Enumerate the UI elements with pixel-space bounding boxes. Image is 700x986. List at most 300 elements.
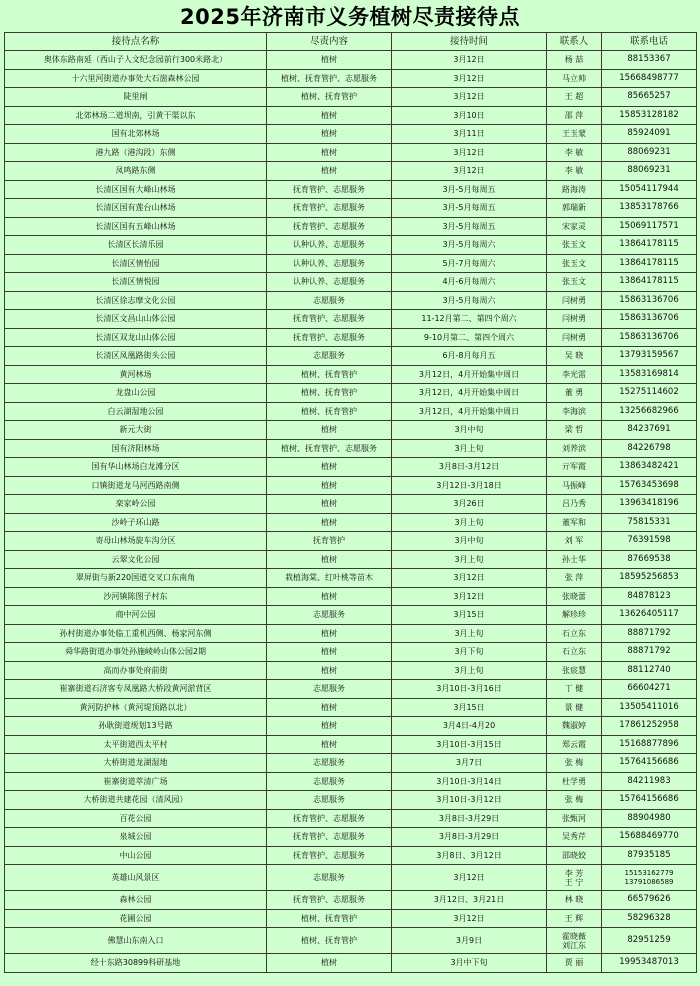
cell-phone: 15153162779 13791086589 (602, 865, 697, 891)
table-row (5, 809, 697, 828)
cell-contact: 王玉蒙 (547, 125, 602, 144)
cell-site: 泉城公园 (5, 828, 267, 847)
cell-phone: 15275114602 (602, 384, 697, 403)
cell-site: 长清区国有五峰山林场 (5, 217, 267, 236)
cell-time: 3月9日 (392, 928, 547, 954)
cell-phone: 84226798 (602, 439, 697, 458)
cell-site: 长清区情怡园 (5, 254, 267, 273)
cell-contact: 宋家灵 (547, 217, 602, 236)
cell-site: 经十东路30899科研基地 (5, 954, 267, 973)
cell-time: 3月-5月每周六 (392, 291, 547, 310)
cell-phone: 15853128182 (602, 106, 697, 125)
cell-time: 3月上旬 (392, 513, 547, 532)
table-row (5, 217, 697, 236)
table-row (5, 88, 697, 107)
table-row (5, 791, 697, 810)
cell-phone: 87669538 (602, 550, 697, 569)
table-row (5, 421, 697, 440)
cell-site: 栾家岭公园 (5, 495, 267, 514)
cell-content: 抚育管护、志愿服务 (267, 891, 392, 910)
cell-phone: 66579626 (602, 891, 697, 910)
header-content: 尽责内容 (267, 33, 392, 51)
table-row (5, 69, 697, 88)
table-row (5, 661, 697, 680)
cell-phone: 15863136706 (602, 328, 697, 347)
cell-phone: 13864178115 (602, 254, 697, 273)
cell-time: 3月中下旬 (392, 954, 547, 973)
cell-time: 3月8日-3月29日 (392, 828, 547, 847)
cell-contact: 石立东 (547, 643, 602, 662)
cell-site: 大桥街道共建花园（清风园） (5, 791, 267, 810)
cell-contact: 张 梅 (547, 754, 602, 773)
cell-contact: 刘养滨 (547, 439, 602, 458)
cell-site: 新元大街 (5, 421, 267, 440)
cell-content: 认种认养、志愿服务 (267, 254, 392, 273)
table-row (5, 606, 697, 625)
table-row (5, 624, 697, 643)
cell-content: 抚育管护、志愿服务 (267, 828, 392, 847)
cell-content: 志愿服务 (267, 291, 392, 310)
cell-phone: 13864178115 (602, 236, 697, 255)
cell-site: 长清区双龙山山体公园 (5, 328, 267, 347)
table-row (5, 569, 697, 588)
cell-contact: 李 芳 王 宁 (547, 865, 602, 891)
cell-time: 4月-6月每周六 (392, 273, 547, 292)
table-row (5, 754, 697, 773)
table-row (5, 310, 697, 329)
cell-site: 孙村街道办事处临工重机西侧、杨家河东侧 (5, 624, 267, 643)
cell-site: 黄河防护林（黄河堤顶路以北） (5, 698, 267, 717)
cell-phone: 75815331 (602, 513, 697, 532)
cell-content: 认种认养、志愿服务 (267, 236, 392, 255)
cell-phone: 15054117944 (602, 180, 697, 199)
cell-time: 5月-7月每周六 (392, 254, 547, 273)
cell-site: 崔寨街道萃清广场 (5, 772, 267, 791)
cell-content: 植树 (267, 476, 392, 495)
cell-contact: 王 辉 (547, 909, 602, 928)
table-row (5, 143, 697, 162)
cell-content: 植树 (267, 587, 392, 606)
cell-site: 凤鸣路东侧 (5, 162, 267, 181)
cell-time: 3月10日-3月14日 (392, 772, 547, 791)
cell-contact: 董军和 (547, 513, 602, 532)
cell-content: 植树、抚育管护 (267, 928, 392, 954)
cell-time: 3月上旬 (392, 661, 547, 680)
cell-content: 植树 (267, 162, 392, 181)
table-row (5, 643, 697, 662)
cell-phone: 85924091 (602, 125, 697, 144)
cell-content: 抚育管护 (267, 532, 392, 551)
cell-time: 3月-5月每周五 (392, 217, 547, 236)
cell-content: 植树、抚育管护 (267, 384, 392, 403)
cell-content: 抚育管护、志愿服务 (267, 310, 392, 329)
table-row (5, 735, 697, 754)
table-body (5, 51, 697, 973)
cell-contact: 吴 晓 (547, 347, 602, 366)
cell-phone: 13864178115 (602, 273, 697, 292)
cell-content: 志愿服务 (267, 347, 392, 366)
page-title: 2025年济南市义务植树尽责接待点 (180, 5, 520, 29)
cell-site: 太平街道西太平村 (5, 735, 267, 754)
cell-contact: 吕乃秀 (547, 495, 602, 514)
cell-site: 口镇街道龙马河西路南侧 (5, 476, 267, 495)
cell-site: 花圃公园 (5, 909, 267, 928)
cell-contact: 王 超 (547, 88, 602, 107)
cell-phone: 15688469770 (602, 828, 697, 847)
cell-contact: 解珍珍 (547, 606, 602, 625)
cell-time: 3月12日、3月21日 (392, 891, 547, 910)
cell-time: 3月12日 (392, 587, 547, 606)
cell-time: 3月4日-4月20 (392, 717, 547, 736)
cell-content: 植树 (267, 143, 392, 162)
table-row (5, 273, 697, 292)
cell-site: 长清区文昌山山体公园 (5, 310, 267, 329)
cell-contact: 吴秀芹 (547, 828, 602, 847)
table-row (5, 891, 697, 910)
cell-phone: 18595256853 (602, 569, 697, 588)
cell-contact: 闫树勇 (547, 328, 602, 347)
table-row (5, 954, 697, 973)
header-site: 接待点名称 (5, 33, 267, 51)
cell-time: 3月10日-3月15日 (392, 735, 547, 754)
cell-phone: 13626405117 (602, 606, 697, 625)
table-row (5, 180, 697, 199)
cell-time: 3月15日 (392, 606, 547, 625)
cell-time: 3月-5月每周六 (392, 236, 547, 255)
cell-contact: 景 健 (547, 698, 602, 717)
cell-contact: 李海滨 (547, 402, 602, 421)
cell-content: 志愿服务 (267, 754, 392, 773)
cell-time: 3月10日 (392, 106, 547, 125)
cell-phone: 15764156686 (602, 754, 697, 773)
cell-time: 3月15日 (392, 698, 547, 717)
cell-contact: 邵 萍 (547, 106, 602, 125)
table-row (5, 328, 697, 347)
cell-site: 白云湖湿地公园 (5, 402, 267, 421)
cell-time: 3月12日 (392, 69, 547, 88)
cell-content: 栽植海棠、红叶桃等苗木 (267, 569, 392, 588)
table-row (5, 587, 697, 606)
cell-phone: 13963418196 (602, 495, 697, 514)
cell-contact: 亓军霞 (547, 458, 602, 477)
table-row (5, 254, 697, 273)
table-row (5, 865, 697, 891)
cell-site: 高而办事处府前街 (5, 661, 267, 680)
cell-site: 北郊林场二道坝南，引黄干渠以东 (5, 106, 267, 125)
cell-time: 3月10日-3月16日 (392, 680, 547, 699)
cell-content: 植树 (267, 954, 392, 973)
cell-content: 志愿服务 (267, 606, 392, 625)
cell-content: 植树、抚育管护、志愿服务 (267, 439, 392, 458)
header-contact: 联系人 (547, 33, 602, 51)
cell-contact: 杨 喆 (547, 51, 602, 70)
cell-phone: 13793159567 (602, 347, 697, 366)
cell-phone: 15763453698 (602, 476, 697, 495)
cell-site: 长清区国有莲台山林场 (5, 199, 267, 218)
cell-content: 抚育管护、志愿服务 (267, 846, 392, 865)
cell-phone: 88069231 (602, 162, 697, 181)
cell-site: 舜华路街道办事处孙施崚岭山体公园2期 (5, 643, 267, 662)
cell-content: 抚育管护、志愿服务 (267, 328, 392, 347)
cell-site: 国有北郊林场 (5, 125, 267, 144)
cell-time: 3月上旬 (392, 624, 547, 643)
cell-content: 志愿服务 (267, 772, 392, 791)
table-row (5, 495, 697, 514)
cell-content: 抚育管护、志愿服务 (267, 180, 392, 199)
cell-contact: 刘 军 (547, 532, 602, 551)
cell-time: 3月8日-3月12日 (392, 458, 547, 477)
cell-time: 3月12日，4月开始集中周日 (392, 402, 547, 421)
cell-site: 英雄山风景区 (5, 865, 267, 891)
cell-contact: 闫树勇 (547, 310, 602, 329)
cell-time: 3月12日 (392, 569, 547, 588)
table-row (5, 828, 697, 847)
cell-content: 志愿服务 (267, 865, 392, 891)
table-row (5, 458, 697, 477)
cell-site: 崔寨街道石济客专凤凰路大桥段黄河淤背区 (5, 680, 267, 699)
table-row (5, 402, 697, 421)
cell-phone: 15764156686 (602, 791, 697, 810)
cell-site: 龙盘山公园 (5, 384, 267, 403)
cell-content: 植树 (267, 125, 392, 144)
reception-points-table (4, 32, 697, 973)
table-row (5, 125, 697, 144)
table-row (5, 909, 697, 928)
table-row (5, 680, 697, 699)
cell-phone: 88153367 (602, 51, 697, 70)
table-row (5, 717, 697, 736)
cell-content: 植树 (267, 643, 392, 662)
cell-site: 陡里闸 (5, 88, 267, 107)
cell-phone: 15168877896 (602, 735, 697, 754)
cell-contact: 霍晓薇 刘江东 (547, 928, 602, 954)
cell-time: 3月12日-3月18日 (392, 476, 547, 495)
cell-content: 植树、抚育管护 (267, 365, 392, 384)
cell-site: 中山公园 (5, 846, 267, 865)
cell-phone: 84211983 (602, 772, 697, 791)
cell-contact: 丁 健 (547, 680, 602, 699)
table-row (5, 106, 697, 125)
cell-content: 志愿服务 (267, 791, 392, 810)
cell-site: 大桥街道龙湖湿地 (5, 754, 267, 773)
cell-phone: 17861252958 (602, 717, 697, 736)
cell-time: 3月12日 (392, 162, 547, 181)
table-row (5, 291, 697, 310)
cell-content: 植树、抚育管护 (267, 909, 392, 928)
table-row (5, 846, 697, 865)
table-row (5, 513, 697, 532)
cell-content: 抚育管护、志愿服务 (267, 809, 392, 828)
cell-contact: 马立帅 (547, 69, 602, 88)
cell-contact: 张宸慧 (547, 661, 602, 680)
cell-content: 植树、抚育管护 (267, 402, 392, 421)
cell-contact: 孙士华 (547, 550, 602, 569)
cell-contact: 张 梅 (547, 791, 602, 810)
cell-phone: 19953487013 (602, 954, 697, 973)
cell-contact: 李 敏 (547, 162, 602, 181)
cell-phone: 13863482421 (602, 458, 697, 477)
cell-time: 3月下旬 (392, 643, 547, 662)
table-row (5, 347, 697, 366)
cell-site: 国有华山林场白龙滩分区 (5, 458, 267, 477)
cell-time: 3月11日 (392, 125, 547, 144)
cell-site: 沙河镇陈图子村东 (5, 587, 267, 606)
cell-phone: 84878123 (602, 587, 697, 606)
cell-phone: 88871792 (602, 643, 697, 662)
cell-site: 长清区长清乐园 (5, 236, 267, 255)
cell-content: 植树 (267, 661, 392, 680)
cell-contact: 张 萍 (547, 569, 602, 588)
cell-content: 植树 (267, 106, 392, 125)
cell-site: 孙耿街道规划13号路 (5, 717, 267, 736)
cell-content: 抚育管护、志愿服务 (267, 199, 392, 218)
cell-contact: 李光雷 (547, 365, 602, 384)
cell-site: 翠屏街与新220国道交叉口东南角 (5, 569, 267, 588)
cell-site: 长清区国有大峰山林场 (5, 180, 267, 199)
cell-site: 森林公园 (5, 891, 267, 910)
cell-content: 认种认养、志愿服务 (267, 273, 392, 292)
cell-time: 3月中旬 (392, 532, 547, 551)
cell-phone: 88069231 (602, 143, 697, 162)
cell-time: 3月上旬 (392, 550, 547, 569)
cell-content: 植树 (267, 550, 392, 569)
table-row (5, 532, 697, 551)
cell-site: 长清区情悦园 (5, 273, 267, 292)
cell-time: 3月-5月每周五 (392, 199, 547, 218)
table-row (5, 236, 697, 255)
cell-time: 3月12日，4月开始集中周日 (392, 365, 547, 384)
cell-content: 植树 (267, 458, 392, 477)
header-phone: 联系电话 (602, 33, 697, 51)
cell-time: 3月12日 (392, 909, 547, 928)
cell-time: 3月中旬 (392, 421, 547, 440)
table-row (5, 51, 697, 70)
cell-contact: 郑云霞 (547, 735, 602, 754)
cell-time: 3月8日-3月29日 (392, 809, 547, 828)
cell-content: 植树 (267, 495, 392, 514)
cell-site: 黄河林场 (5, 365, 267, 384)
cell-site: 寄母山林场旋车沟分区 (5, 532, 267, 551)
cell-phone: 66604271 (602, 680, 697, 699)
cell-contact: 张玉文 (547, 236, 602, 255)
cell-time: 3月12日 (392, 143, 547, 162)
cell-site: 十六里河街道办事处大石崮森林公园 (5, 69, 267, 88)
cell-site: 沙岭子环山路 (5, 513, 267, 532)
cell-time: 3月-5月每周五 (392, 180, 547, 199)
cell-phone: 84237691 (602, 421, 697, 440)
cell-time: 6月-8月每月五 (392, 347, 547, 366)
cell-phone: 15069117571 (602, 217, 697, 236)
cell-phone: 58296328 (602, 909, 697, 928)
cell-phone: 13505411016 (602, 698, 697, 717)
cell-time: 3月12日 (392, 88, 547, 107)
cell-contact: 董 勇 (547, 384, 602, 403)
cell-phone: 15668498777 (602, 69, 697, 88)
table-row (5, 550, 697, 569)
cell-time: 3月7日 (392, 754, 547, 773)
table-row (5, 698, 697, 717)
cell-phone: 82951259 (602, 928, 697, 954)
cell-time: 3月12日 (392, 865, 547, 891)
cell-contact: 张玉文 (547, 273, 602, 292)
cell-contact: 李 敏 (547, 143, 602, 162)
table-header (5, 33, 697, 51)
cell-contact: 魏淑婷 (547, 717, 602, 736)
table-row (5, 439, 697, 458)
cell-site: 商中河公园 (5, 606, 267, 625)
table-row (5, 365, 697, 384)
cell-contact: 张玉文 (547, 254, 602, 273)
cell-time: 11-12月第二、第四个周六 (392, 310, 547, 329)
cell-site: 长清区凤凰路街头公园 (5, 347, 267, 366)
cell-phone: 15863136706 (602, 291, 697, 310)
header-row (5, 33, 697, 51)
cell-phone: 13853178766 (602, 199, 697, 218)
cell-contact: 路海涛 (547, 180, 602, 199)
cell-contact: 贾 丽 (547, 954, 602, 973)
cell-contact: 郭瑞新 (547, 199, 602, 218)
table-row (5, 199, 697, 218)
cell-time: 3月12日 (392, 51, 547, 70)
cell-time: 9-10月第二、第四个周六 (392, 328, 547, 347)
cell-site: 云翠文化公园 (5, 550, 267, 569)
cell-contact: 闫树勇 (547, 291, 602, 310)
table-row (5, 928, 697, 954)
cell-time: 3月12日，4月开始集中周日 (392, 384, 547, 403)
cell-contact: 石立东 (547, 624, 602, 643)
cell-content: 植树 (267, 513, 392, 532)
table-row (5, 772, 697, 791)
cell-time: 3月8日、3月12日 (392, 846, 547, 865)
cell-phone: 85665257 (602, 88, 697, 107)
cell-content: 抚育管护、志愿服务 (267, 217, 392, 236)
cell-contact: 张晓蕾 (547, 587, 602, 606)
cell-phone: 13256682966 (602, 402, 697, 421)
table-row (5, 162, 697, 181)
cell-site: 佛慧山东南入口 (5, 928, 267, 954)
cell-content: 植树 (267, 735, 392, 754)
cell-time: 3月上旬 (392, 439, 547, 458)
cell-time: 3月26日 (392, 495, 547, 514)
cell-site: 长清区徐志摩文化公园 (5, 291, 267, 310)
cell-phone: 88904980 (602, 809, 697, 828)
cell-content: 植树 (267, 51, 392, 70)
cell-phone: 15863136706 (602, 310, 697, 329)
cell-site: 百花公园 (5, 809, 267, 828)
cell-content: 植树 (267, 698, 392, 717)
cell-phone: 88112740 (602, 661, 697, 680)
cell-phone: 76391598 (602, 532, 697, 551)
cell-time: 3月10日-3月12日 (392, 791, 547, 810)
table-row (5, 476, 697, 495)
cell-phone: 88871792 (602, 624, 697, 643)
cell-site: 港九路（港沟段）东侧 (5, 143, 267, 162)
cell-content: 植树、抚育管护 (267, 88, 392, 107)
cell-content: 植树 (267, 421, 392, 440)
cell-contact: 邵晓姣 (547, 846, 602, 865)
cell-content: 植树 (267, 624, 392, 643)
header-time: 接待时间 (392, 33, 547, 51)
cell-content: 志愿服务 (267, 680, 392, 699)
cell-phone: 87935185 (602, 846, 697, 865)
cell-contact: 林 晓 (547, 891, 602, 910)
cell-contact: 张甄河 (547, 809, 602, 828)
cell-contact: 杜学勇 (547, 772, 602, 791)
cell-content: 植树 (267, 717, 392, 736)
cell-site: 奥体东路南延（西山子人文纪念园前行300米路北） (5, 51, 267, 70)
table-row (5, 384, 697, 403)
cell-contact: 梁 哲 (547, 421, 602, 440)
